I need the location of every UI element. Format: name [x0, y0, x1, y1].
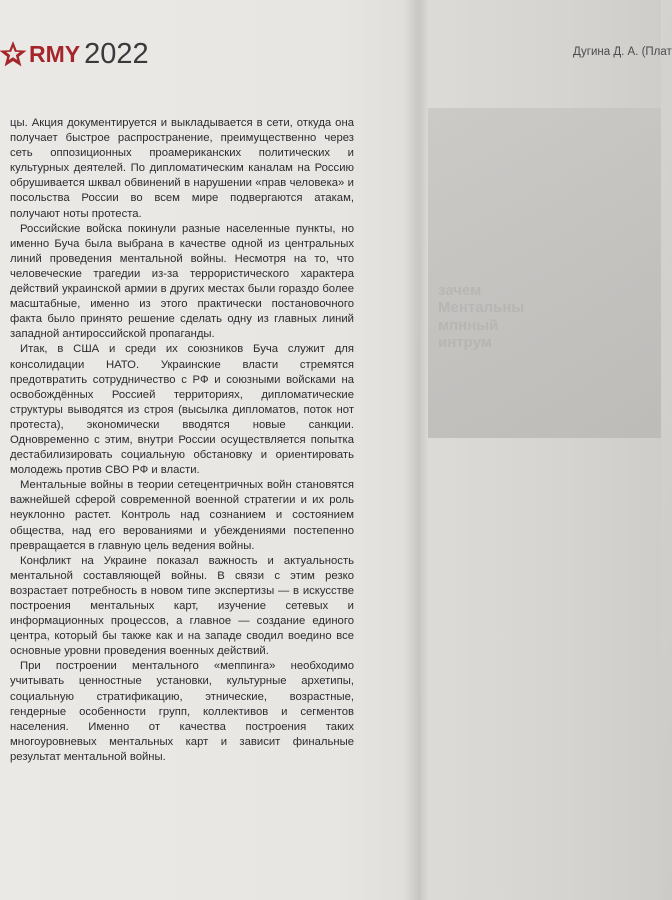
star-icon [0, 39, 28, 69]
logo-word: RMY [29, 40, 81, 67]
article-body [10, 116, 354, 765]
paragraph: цы. Акция документируется и выкладывается в сети, откуда она получает быстрое распространение, преимущественно через сеть оппозиционных проамериканских политических и культурных деятелей. По дипломатическим каналам на Россию обрушивается шквал обвинений в нарушении «прав человека» и посольства России во всем мире подвергаются атакам, получают ноты протеста. [10, 117, 354, 220]
ghost-line: мпнный [438, 316, 499, 334]
right-page-image [428, 108, 661, 438]
right-page-faded-text [438, 282, 628, 351]
paragraph: При построении ментального «меппинга» необходимо учитывать ценностные установки, культурные архетипы, социальную стратификацию, этнические, возрастные, гендерные особенности групп, коллективов и сегментов населения. Именно от качества построения таких многоуровневых ментальных карт и зависит финальные результат ментальной войны. [10, 660, 354, 763]
ghost-line: зачем [438, 282, 482, 299]
running-header: Дугина Д. А. (Плат [573, 46, 672, 58]
ghost-line: интрум [438, 333, 492, 351]
page-gutter [404, 0, 430, 900]
paragraph: Ментальные войны в теории сетецентричных войн становятся важнейшей сферой современной военной стратегии и их роль неуклонно растет. Контроль над сознанием и состоянием общества, над его верованиями и убеждениями постепенно превращается в главную цель ведения войны. [10, 479, 354, 552]
paragraph: Конфликт на Украине показал важность и актуальность ментальной составляющей войны. В связи с этим резко возрастает потребность в новом типе экспертизы — в искусстве построения ментальных карт, изучение сетевых и информационных процессов, а главное — создание единого центра, который бы также как и на западе сводил воедино все основные уровни проведения военных действий. [10, 554, 354, 658]
ghost-line: Ментальны [438, 299, 525, 317]
paragraph: Итак, в США и среди их союзников Буча служит для консолидации НАТО. Украинские власти стремятся предотвратить сотрудничество с РФ и союзными войсками на освобождённых Россией территориях, дипломатические структуры выводятся из строя (высылка дипломатов, поток нот протеста), экономически вводятся новые санкции. Одновременно с этим, внутри России осуществляется попытка дестабилизировать социальную обстановку и ориентировать молодежь против СВО РФ и власти. [10, 343, 354, 477]
logo-year: 2022 [84, 37, 149, 70]
paragraph: Российские войска покинули разные населенные пункты, но именно Буча была выбрана в качестве одной из центральных линий проведения ментальной войны. Несмотря на то, что человеческие трагедии из-за террористического характера действий украинской армии в других местах были гораздо более масштабные, именно из этого практически постановочного факта было принято решение сделать одну из главных линий западной антироссийской пропаганды. [10, 222, 354, 341]
army-logo [0, 34, 149, 74]
